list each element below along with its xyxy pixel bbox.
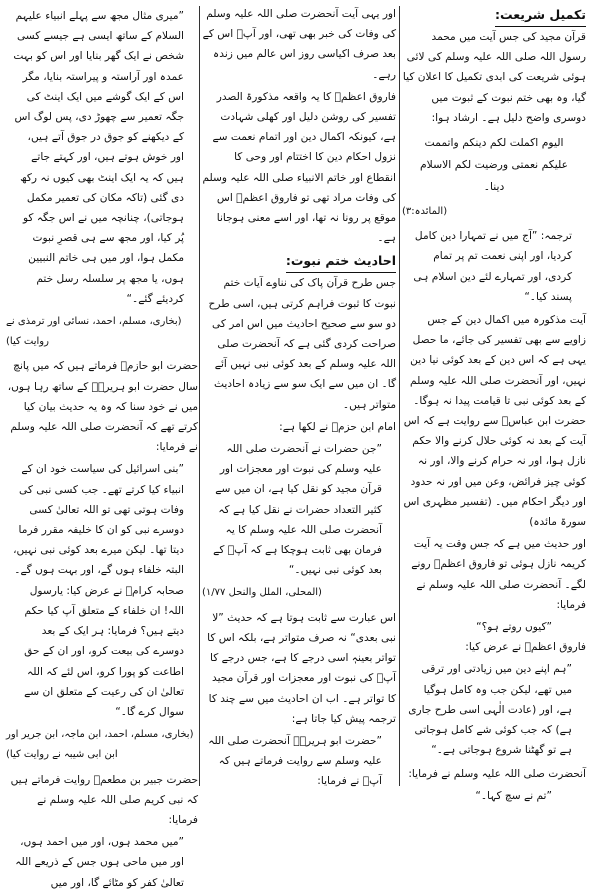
block-quote: ”ہم اپنے دین میں زیادتی اور ترقی میں تھے، لیکن جب وہ کامل ہوگیا ہے، اور (عادت الٰہی اسی طرح جاری ہے) کہ جب کوئی شے کامل ہوجاتی ہے تو گھٹنا شروع ہوجاتی ہے۔“ (408, 663, 572, 757)
verse-reference: (المائدہ:۳) (402, 206, 448, 218)
paragraph: آیت مذکورہ میں اکمال دین کے جس زاویے سے بھی تفسیر کی جائے، ما حصل یہی ہے کہ اس دین کے بعد کوئی نیا دین نہیں، اور آنحضرت صلی اللہ علیہ وسلم کے بعد کوئی نبی تا قیامت پیدا نہ ہوگا۔ حضرت ابن عباسؓ سے روایت ہے کہ اس آیت کے بعد نہ کوئی حلال کرنے والا حکم نازل ہوا، اور نہ حرام کرنے والا، اور نہ کوئی چیز فرائض، وعن میں اور نہ حدود اور دیگر احکام میں۔ (تفسیر مظہری اس سورۃ مائدہ) (403, 314, 586, 529)
quote-reference: (المحلی، الملل والنحل ۱/۷۷) (202, 587, 322, 599)
quran-verse-arabic: الیوم اکملت لکم دینکم واتممت علیکم نعمتی ورضیت لکم الاسلام دینا۔ (419, 136, 569, 194)
paragraph: امام ابن حزمؒ نے لکھا ہے: (279, 420, 396, 433)
paragraph: فاروق اعظمؓ نے عرض کیا: (465, 641, 586, 654)
block-quote: ”جن حضرات نے آنحضرت صلی اللہ علیہ وسلم کی نبوت اور معجزات اور قرآن مجید کو نقل کیا ہے، ان میں سے کثیر التعداد حضرات نے نقل کیا ہے کہ آنحضرت صلی اللہ علیہ وسلم کا یہ فرمان بھی ثابت ہوچکا ہے کہ آپؐ کے بعد کوئی نبی نہیں۔“ (213, 443, 382, 577)
paragraph: اس عبارت سے ثابت ہوتا ہے کہ حدیث ”لا نبی بعدی“ نہ صرف متواتر ہے، بلکہ اس کا تواتر بعینہٖ اسی درجے کا ہے، جس درجے کا آپؐ کی نبوت اور معجزات اور قرآن مجید کا تواتر ہے۔ اب ان احادیث میں سے چند کا ترجمہ پیش کیا جاتا ہے: (207, 611, 396, 725)
paragraph: حضرت جبیر بن مطعمؓ روایت فرماتے ہیں کہ نبی کریم صلی اللہ علیہ وسلم نے فرمایا: (10, 773, 198, 826)
paragraph: فاروق اعظمؓ کا یہ واقعہ مذکورۃ الصدر تفسیر کی روشن دلیل اور کھلی شہادت ہے، کیونکہ اکمال دین اور اتمام نعمت سے نزول احکام دین کا اختتام اور وحی کا انقطاع اور خاتم الانبیاء صلی اللہ علیہ وسلم کی وفات مراد تھی تو فاروق اعظمؓ اس موقع پر رونا نہ تھا، اور اسے معنی ہوجانا ہے۔ (202, 90, 396, 245)
quote-line: ”کیوں روتے ہو؟“ (476, 621, 552, 634)
paragraph: حضرت ابو حازمؒ فرماتے ہیں کہ میں پانچ سال حضرت ابو ہریرہؓ کے ساتھ رہا ہوں، میں نے خود سنا کہ وہ یہ حدیث بیان کیا کرتے تھے کہ آنحضرت صلی اللہ علیہ وسلم نے فرمایا: (7, 360, 198, 454)
paragraph: اور یہی آیت آنحضرت صلی اللہ علیہ وسلم کی وفات کی خبر بھی تھی، اور آپؐ اس کے بعد صرف اکیاسی روز اس عالم میں زندہ رہے۔ (202, 8, 396, 81)
right-column (402, 4, 586, 802)
quote-reference: (بخاری، مسلم، احمد، ابن ماجہ، ابن جریر اور ابن ابی شیبہ نے روایت کیا) (6, 729, 194, 761)
paragraph: قرآن مجید کی جس آیت میں محمد رسول اللہ صلی اللہ علیہ وسلم کی لائی ہوئی شریعت کی ابدی تکمیل کا اعلان کیا گیا، وہ بھی ختم نبوت کے ثبوت میں دوسری واضح دلیل ہے۔ ارشاد ہوا: (402, 31, 586, 124)
block-quote: ”حضرت ابو ہریرہؓ آنحضرت صلی اللہ علیہ وسلم سے روایت فرماتے ہیں کہ آپؐ نے فرمایا: (208, 734, 382, 788)
section-heading-takmeel-shariat: تکمیل شریعت: (495, 4, 586, 27)
middle-column (202, 4, 396, 790)
paragraph: اور حدیث میں ہے کہ جس وقت یہ آیت کریمہ نازل ہوئی تو فاروق اعظمؓ رونے لگے۔ آنحضرت صلی اللہ علیہ وسلم نے فرمایا: (411, 538, 586, 611)
column-divider (399, 6, 400, 786)
paragraph: جس طرح قرآن پاک کی نناوے آیات ختم نبوت کا ثبوت فراہم کرتی ہیں، اسی طرح دو سو سے صحیح احادیث میں اس امر کی صراحت کردی گئی ہے کہ آنحضرت صلی اللہ علیہ وسلم کے بعد کوئی نبی نہیں آئے گا۔ ان میں سے ایک سو سے زیادہ احادیث متواتر ہیں۔ (208, 277, 396, 411)
column-divider (199, 6, 200, 786)
block-quote: ”بنی اسرائیل کی سیاست خود ان کے انبیاء کیا کرتے تھے۔ جب کسی نبی کی وفات ہوتی تھی تو اللہ تعالیٰ کسی دوسرے نبی کو ان کا خلیفہ مقرر فرما دیتا تھا۔ لیکن میرے بعد کوئی نبی نہیں، البتہ خلفاء ہوں گے، اور بہت ہوں گے۔ صحابہ کرامؓ نے عرض کیا: یارسول اللہ! ان خلفاء کے متعلق آپ کیا حکم دیتے ہیں؟ فرمایا: ہر ایک کے بعد دوسرے کی بیعت کرو، اور ان کے حق اطاعت کو پورا کرو، اس لئے کہ اللہ تعالیٰ ان کی رعیت کے متعلق ان سے سوال کرے گا۔“ (13, 463, 184, 718)
left-column (6, 4, 198, 889)
quote-line: ”تم نے سچ کہا۔“ (475, 789, 552, 802)
paragraph: آنحضرت صلی اللہ علیہ وسلم نے فرمایا: (408, 767, 586, 780)
verse-translation: ترجمہ: ”آج میں نے تمہارا دین کامل کردیا، اور اپنی نعمت تم پر تمام کردی، اور تمہارے لئے دین اسلام ہی پسند کیا۔“ (413, 230, 572, 303)
block-quote: ”میری مثال مجھ سے پہلے انبیاء علیہم السلام کے ساتھ ایسی ہے جیسے کسی شخص نے ایک گھر بنایا اور اس کو بہت عمدہ اور آراستہ و پیراستہ بنایا، مگر اس کے ایک گوشے میں ایک اینٹ کی جگہ تعمیر سے چھوڑ دی، پس لوگ اس کے دیکھنے کو جوق در جوق آتے ہیں، اور خوش ہوتے ہیں، اور کہتے جاتے ہیں کہ یہ ایک اینٹ بھی کیوں نہ رکھ دی گئی (تاکہ مکان کی تعمیر مکمل ہوجاتی)، چنانچہ میں نے اس جگہ کو پُر کیا، اور مجھ سے ہی قصرِ نبوت مکمل ہوا، اور میں ہی خاتم النبیین ہوں، یا مجھ پر سلسلہ رسل ختم کردیئے گئے۔“ (13, 10, 184, 305)
block-quote: ”میں محمد ہوں، اور میں احمد ہوں، اور میں ماحی ہوں جس کے ذریعے اللہ تعالیٰ کفر کو مٹائے گا، اور میں (15, 836, 184, 889)
quote-reference: (بخاری، مسلم، احمد، نسائی اور ترمذی نے روایت کیا) (6, 316, 182, 348)
section-heading-ahadith: احادیث ختم نبوت: (286, 250, 396, 273)
